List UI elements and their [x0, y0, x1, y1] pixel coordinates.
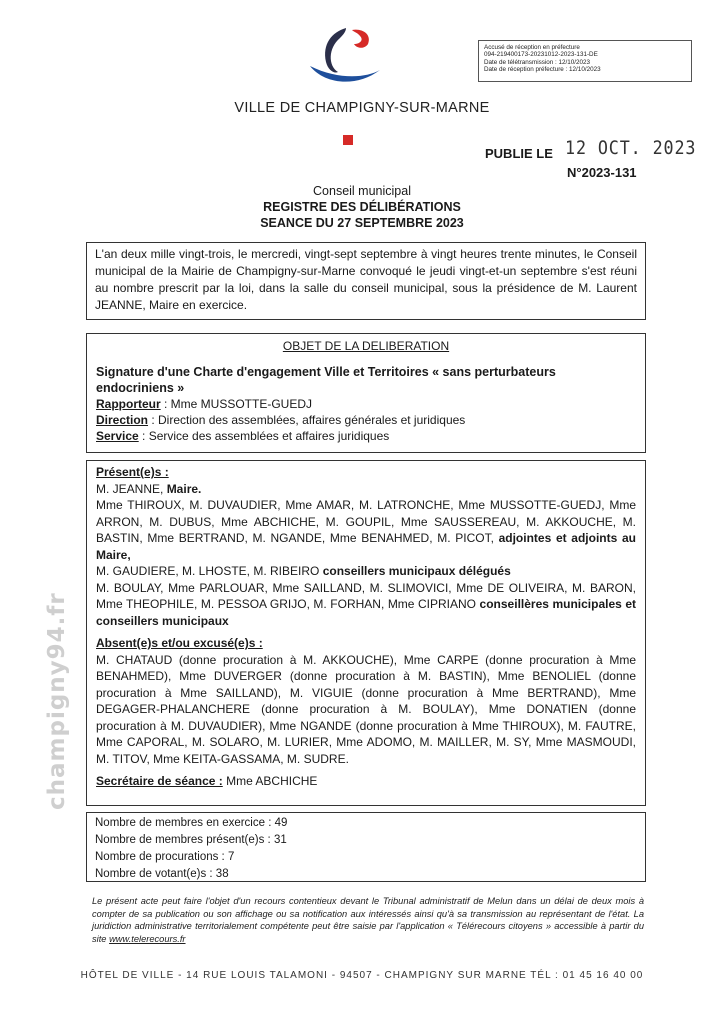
telerecours-link[interactable]: www.telerecours.fr: [109, 933, 186, 944]
legal-text: Le présent acte peut faire l'objet d'un recours contentieux devant le Tribunal administratif de Melun dans un délai de deux mois à compter de sa publication ou son affichage ou sa notification aux intéressés ainsi qu'à sa transmission au représentant de l'état. La juridiction administrative territorialement compétente peut être saisie par l'application « Télérecours citoyens » accessible à partir du site: [92, 896, 644, 944]
city-logo: [306, 22, 384, 94]
service-label: Service: [96, 429, 139, 443]
conseillers-role: conseillères municipales et conseillers municipaux: [96, 597, 636, 628]
maire-name: M. JEANNE,: [96, 481, 167, 496]
rapporteur-line: [96, 396, 636, 412]
logo-red-swoosh: [352, 30, 369, 48]
direction-label: Direction: [96, 413, 149, 427]
absent-text: M. CHATAUD (donne procuration à M. AKKOUCHE), Mme CARPE (donne procuration à Mme BENAHMED), Mme DUVERGER (donne procuration à M. BASTIN), Mme BENOLIEL (donne procuration à Mme SAILLAND), M. VIGUIE (donne procuration à Mme BERTRAND), Mme DEGAGER-PHALANCHERE (donne procuration à M. BOULAY), Mme DONATIEN (donne procuration à M. DUVAUDIER), Mme NGANDE (donne procuration à Mme THIROUX), M. FAUTRE, Mme CAPORAL, M. SOLARO, M. LURIER, Mme ADOMO, M. MAILLER, M. SY, Mme MASMOUDI, M. TITOV, Mme KEITA-GASSAMA, M. SUDRE.: [96, 652, 636, 766]
count-presents: Nombre de membres présent(e)s : 31: [95, 834, 287, 846]
direction-line: [96, 412, 636, 428]
intro-text: L'an deux mille vingt-trois, le mercredi, vingt-sept septembre à vingt heures trente minutes, le Conseil municipal de la Mairie de Champigny-sur-Marne convoqué le jeudi vingt-et-un septembre s'est réuni au nombre prescrit par la loi, dans la salle du conseil municipal, sous la présidence de M. Laurent JEANNE, Maire en exercice.: [95, 247, 637, 312]
rapporteur-value: : Mme MUSSOTTE-GUEDJ: [160, 397, 313, 411]
service-value: : Service des assemblées et affaires juridiques: [138, 429, 390, 443]
legal-notice: [92, 895, 644, 945]
receipt-line: Date de télétransmission : 12/10/2023: [484, 58, 591, 66]
council-title: Conseil municipal: [313, 184, 411, 198]
rapporteur-label: Rapporteur: [96, 397, 161, 411]
receipt-line: Date de réception préfecture : 12/10/2023: [484, 66, 601, 74]
publie-label: PUBLIE LE: [485, 146, 553, 161]
delegues-names: M. GAUDIERE, M. LHOSTE, M. RIBEIRO: [96, 564, 323, 578]
watermark: champigny94.fr: [44, 592, 70, 810]
city-name: VILLE DE CHAMPIGNY-SUR-MARNE: [234, 100, 490, 116]
receipt-line: Accusé de réception en préfecture: [484, 44, 580, 51]
deliberation-number: N°2023-131: [567, 165, 637, 180]
adjoints-role: adjointes et adjoints au Maire,: [96, 531, 636, 562]
publication-date-stamp: 12 OCT. 2023: [565, 137, 697, 159]
logo-blue-swoosh: [310, 66, 380, 82]
count-votants: Nombre de votant(e)s : 38: [95, 868, 229, 880]
red-square-mark: [343, 135, 353, 145]
receipt-line: 094-219400173-20231012-2023-131-DE: [484, 51, 598, 59]
adjoints-names: Mme THIROUX, M. DUVAUDIER, Mme AMAR, M. LATRONCHE, Mme MUSSOTTE-GUEDJ, Mme ARRON, M. DUBUS, Mme ABCHICHE, M. GOUPIL, Mme SAUSSEREAU, M. AKKOUCHE, M. BASTIN, Mme BERTRAND, M. NGANDE, Mme BENAHMED, M. PICOT,: [96, 498, 636, 545]
conseillers-names: M. BOULAY, Mme PARLOUAR, Mme SAILLAND, M. SLIMOVICI, Mme DE OLIVEIRA, M. BARON, Mme THEOPHILE, M. PESSOA GRIJO, M. FORHAN, Mme CIPRIANO: [96, 580, 636, 611]
logo-dark-swoosh: [325, 28, 346, 73]
count-procurations: Nombre de procurations : 7: [95, 851, 235, 863]
attendance-box: [86, 460, 646, 806]
objet-title: OBJET DE LA DELIBERATION: [282, 339, 450, 353]
intro-box: [86, 242, 646, 320]
objet-box: [86, 333, 646, 453]
absent-label: Absent(e)s et/ou excusé(e)s :: [96, 636, 263, 650]
register-title: REGISTRE DES DÉLIBÉRATIONS: [263, 200, 461, 214]
footer-address: HÔTEL DE VILLE - 14 RUE LOUIS TALAMONI - 94507 - CHAMPIGNY SUR MARNE TÉL : 01 45 16 40 00: [80, 970, 644, 981]
prefecture-receipt: [478, 40, 692, 82]
secretaire-value: Mme ABCHICHE: [222, 774, 318, 788]
count-exercice: Nombre de membres en exercice : 49: [95, 817, 288, 829]
delegues-role: conseillers municipaux délégués: [322, 564, 511, 578]
maire-role: Maire.: [166, 481, 202, 496]
secretaire-label: Secrétaire de séance :: [96, 774, 223, 788]
session-title: SEANCE DU 27 SEPTEMBRE 2023: [260, 216, 464, 230]
present-label: Présent(e)s :: [96, 465, 169, 479]
objet-subject: Signature d'une Charte d'engagement Ville et Territoires « sans perturbateurs endocriniens »: [96, 365, 556, 395]
direction-value: : Direction des assemblées, affaires générales et juridiques: [148, 413, 466, 427]
service-line: [96, 428, 636, 444]
counts-box: [86, 812, 646, 882]
